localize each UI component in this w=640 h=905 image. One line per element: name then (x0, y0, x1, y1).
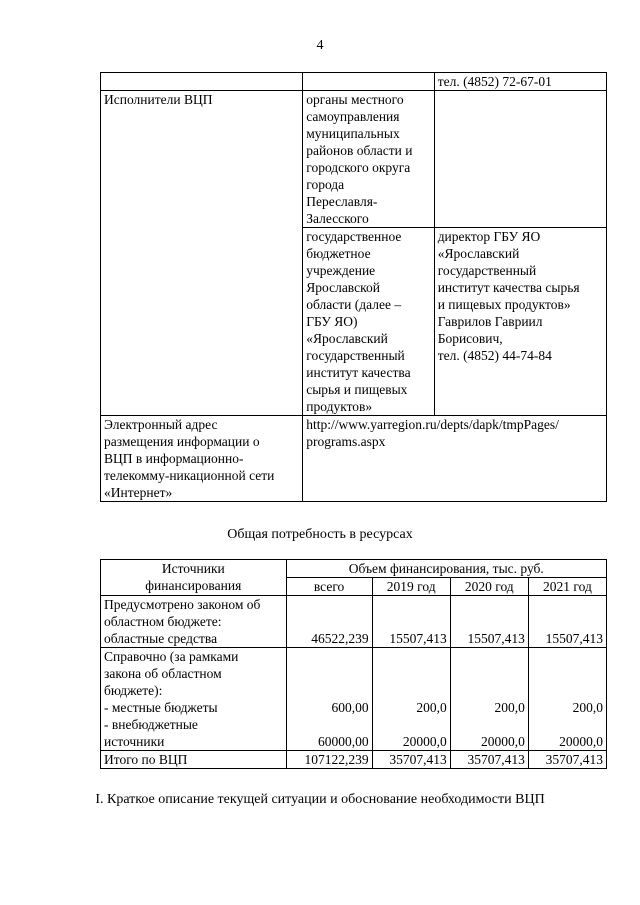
program-info-table (100, 72, 607, 502)
value-cell: 35707,413 (372, 751, 450, 769)
col-header-2019: 2019 год (372, 578, 450, 596)
table-row (101, 648, 607, 751)
table-row (101, 91, 607, 228)
row-label-reference: Справочно (за рамками закона об областном бюджете): - местные бюджеты - внебюджетные источники (101, 648, 287, 751)
resources-heading: Общая потребность в ресурсах (227, 527, 413, 542)
value-cell: 46522,239 (286, 596, 372, 648)
value-cell: 200,0 20000,0 (372, 648, 450, 751)
executor-org-gbu: государственное бюджетное учреждение Ярославской области (далее – ГБУ ЯО) «Ярославский государственный институт качества сырья и пищевых продуктов» (303, 228, 434, 416)
web-address-url[interactable]: http://www.yarregion.ru/depts/dapk/tmpPages/ programs.aspx (303, 416, 607, 502)
value-cell: 15507,413 (450, 596, 528, 648)
value-cell: 600,00 60000,00 (286, 648, 372, 751)
web-address-label: Электронный адрес размещения информации о ВЦП в информационно- телекомму-никационной сети «Интернет» (101, 416, 303, 502)
table-row (101, 416, 607, 502)
table-row (101, 73, 607, 91)
table-row (101, 596, 607, 648)
contact-cell: тел. (4852) 72-67-01 (434, 73, 606, 91)
executors-label: Исполнители ВЦП (101, 91, 303, 416)
col-header-total: всего (286, 578, 372, 596)
value-cell: 15507,413 (372, 596, 450, 648)
description-heading: I. Краткое описание текущей ситуации и обоснование необходимости ВЦП (95, 792, 545, 807)
value-cell: 107122,239 (286, 751, 372, 769)
executor-gbu-contact: директор ГБУ ЯО «Ярославский государственный институт качества сырья и пищевых продуктов» Гаврилов Гавриил Борисович, тел. (4852) 44-74-84 (434, 228, 606, 416)
volume-header: Объем финансирования, тыс. руб. (286, 560, 606, 578)
value-cell: 35707,413 (528, 751, 606, 769)
col-header-2021: 2021 год (528, 578, 606, 596)
value-cell: 200,0 20000,0 (450, 648, 528, 751)
finance-table (100, 559, 607, 769)
table-row (101, 751, 607, 769)
executor-org-municipal: органы местного самоуправления муниципальных районов области и городского округа города Переславля- Залесского (303, 91, 434, 228)
table-cell (303, 73, 434, 91)
sources-header: Источники финансирования (101, 560, 287, 596)
row-label-law: Предусмотрено законом об областном бюджете: областные средства (101, 596, 287, 648)
table-cell (101, 73, 303, 91)
table-cell (434, 91, 606, 228)
value-cell: 200,0 20000,0 (528, 648, 606, 751)
value-cell: 35707,413 (450, 751, 528, 769)
value-cell: 15507,413 (528, 596, 606, 648)
row-label-total: Итого по ВЦП (101, 751, 287, 769)
table-row (101, 560, 607, 578)
col-header-2020: 2020 год (450, 578, 528, 596)
page-number: 4 (316, 38, 324, 53)
